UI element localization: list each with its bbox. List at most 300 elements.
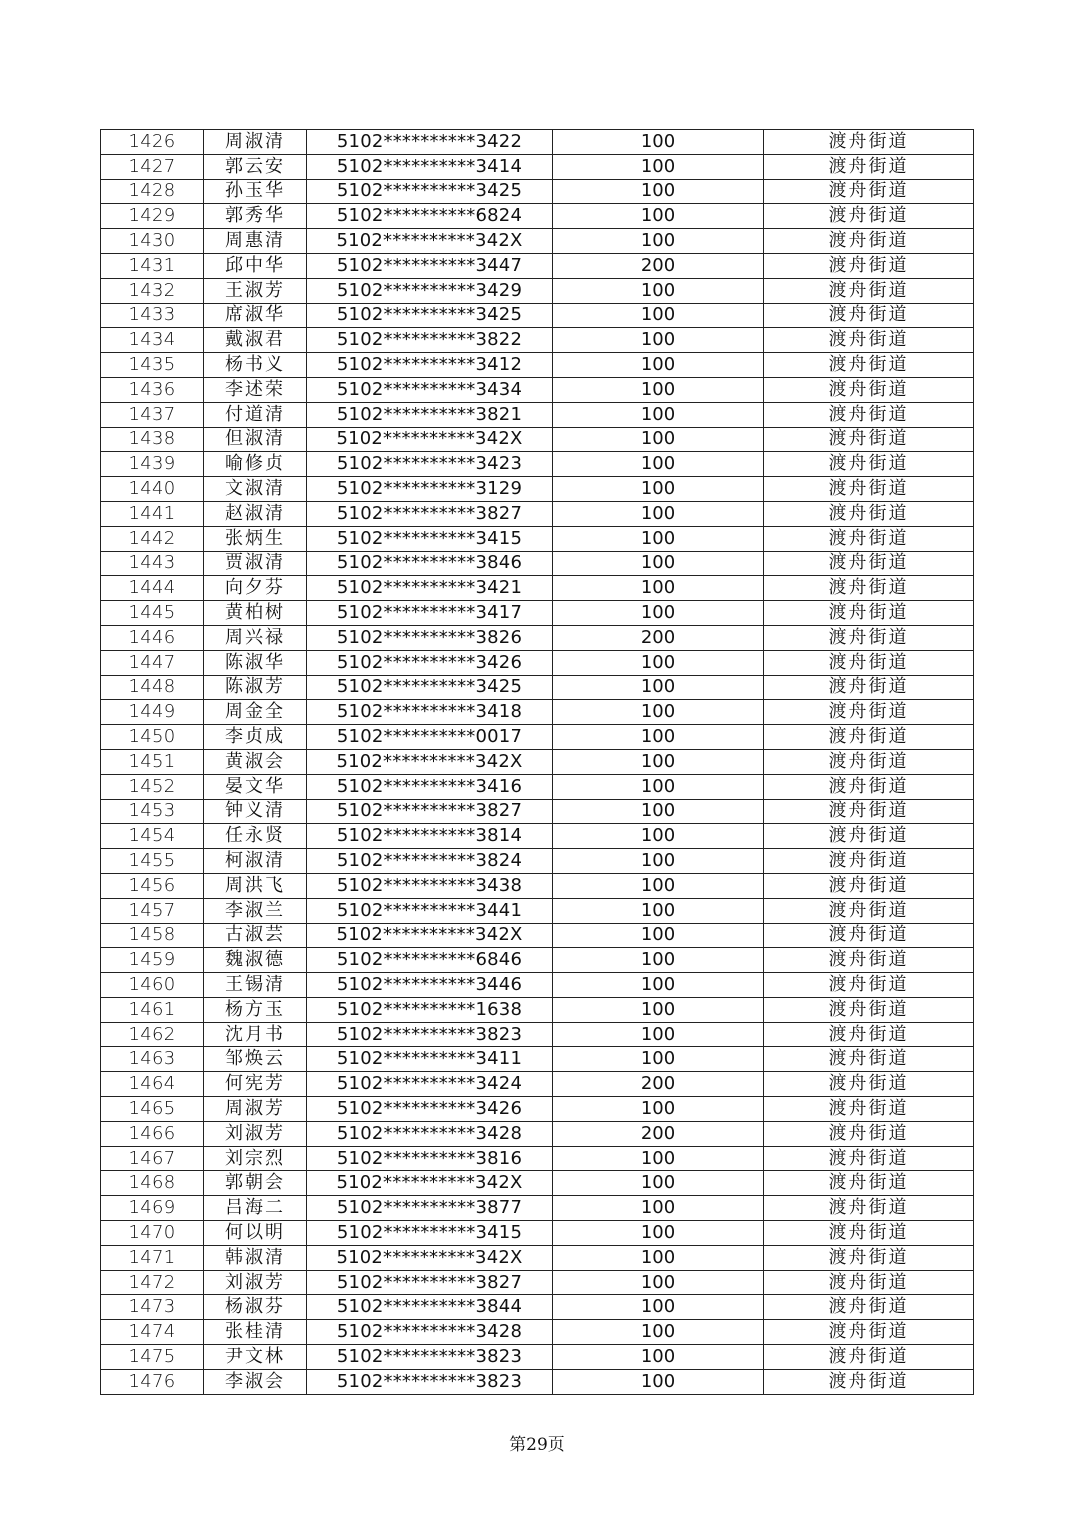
amount-cell: 100 [553,601,764,626]
id-number-cell: 5102**********3823 [307,1369,553,1394]
name-cell: 周惠清 [204,229,307,254]
street-cell: 渡舟街道 [764,328,974,353]
name-cell: 贾淑清 [204,551,307,576]
amount-cell: 100 [553,154,764,179]
name-cell: 李淑兰 [204,898,307,923]
id-number-cell: 5102**********3827 [307,799,553,824]
id-number-cell: 5102**********3417 [307,601,553,626]
amount-cell: 200 [553,253,764,278]
row-number-cell: 1448 [101,675,204,700]
table-row [101,973,974,998]
id-number-cell: 5102**********3822 [307,328,553,353]
amount-cell: 100 [553,204,764,229]
table-row [101,427,974,452]
street-cell: 渡舟街道 [764,873,974,898]
row-number-cell: 1460 [101,973,204,998]
name-cell: 韩淑清 [204,1245,307,1270]
amount-cell: 100 [553,700,764,725]
table-row [101,402,974,427]
name-cell: 何以明 [204,1221,307,1246]
amount-cell: 100 [553,1047,764,1072]
amount-cell: 100 [553,402,764,427]
table-row [101,601,974,626]
street-cell: 渡舟街道 [764,1097,974,1122]
row-number-cell: 1435 [101,353,204,378]
table-row [101,700,974,725]
amount-cell: 100 [553,1022,764,1047]
table-row [101,1320,974,1345]
id-number-cell: 5102**********3429 [307,278,553,303]
amount-cell: 100 [553,824,764,849]
street-cell: 渡舟街道 [764,303,974,328]
row-number-cell: 1468 [101,1171,204,1196]
id-number-cell: 5102**********3412 [307,353,553,378]
row-number-cell: 1467 [101,1146,204,1171]
row-number-cell: 1458 [101,923,204,948]
id-number-cell: 5102**********6824 [307,204,553,229]
street-cell: 渡舟街道 [764,948,974,973]
street-cell: 渡舟街道 [764,377,974,402]
street-cell: 渡舟街道 [764,204,974,229]
table-row [101,204,974,229]
amount-cell: 100 [553,849,764,874]
name-cell: 王锡清 [204,973,307,998]
amount-cell: 100 [553,477,764,502]
table-row [101,1270,974,1295]
row-number-cell: 1459 [101,948,204,973]
id-number-cell: 5102**********3823 [307,1022,553,1047]
id-number-cell: 5102**********3438 [307,873,553,898]
table-row [101,452,974,477]
amount-cell: 200 [553,1072,764,1097]
table-row [101,1121,974,1146]
name-cell: 郭云安 [204,154,307,179]
street-cell: 渡舟街道 [764,799,974,824]
row-number-cell: 1443 [101,551,204,576]
street-cell: 渡舟街道 [764,1022,974,1047]
name-cell: 古淑芸 [204,923,307,948]
name-cell: 陈淑芳 [204,675,307,700]
row-number-cell: 1446 [101,625,204,650]
row-number-cell: 1464 [101,1072,204,1097]
amount-cell: 100 [553,1196,764,1221]
street-cell: 渡舟街道 [764,923,974,948]
row-number-cell: 1454 [101,824,204,849]
table-row [101,1047,974,1072]
table-row [101,650,974,675]
name-cell: 刘淑芳 [204,1121,307,1146]
amount-cell: 200 [553,1121,764,1146]
name-cell: 喻修贞 [204,452,307,477]
id-number-cell: 5102**********342X [307,1171,553,1196]
row-number-cell: 1452 [101,774,204,799]
id-number-cell: 5102**********342X [307,427,553,452]
name-cell: 孙玉华 [204,179,307,204]
name-cell: 杨淑芬 [204,1295,307,1320]
name-cell: 赵淑清 [204,501,307,526]
name-cell: 尹文林 [204,1345,307,1370]
amount-cell: 100 [553,799,764,824]
id-number-cell: 5102**********0017 [307,725,553,750]
amount-cell: 100 [553,1097,764,1122]
id-number-cell: 5102**********3411 [307,1047,553,1072]
id-number-cell: 5102**********6846 [307,948,553,973]
id-number-cell: 5102**********3824 [307,849,553,874]
row-number-cell: 1470 [101,1221,204,1246]
street-cell: 渡舟街道 [764,625,974,650]
amount-cell: 100 [553,427,764,452]
name-cell: 何宪芳 [204,1072,307,1097]
street-cell: 渡舟街道 [764,501,974,526]
id-number-cell: 5102**********3415 [307,526,553,551]
name-cell: 魏淑德 [204,948,307,973]
amount-cell: 100 [553,179,764,204]
id-number-cell: 5102**********3447 [307,253,553,278]
id-number-cell: 5102**********3428 [307,1121,553,1146]
street-cell: 渡舟街道 [764,154,974,179]
row-number-cell: 1431 [101,253,204,278]
table-row [101,1345,974,1370]
street-cell: 渡舟街道 [764,1221,974,1246]
amount-cell: 100 [553,452,764,477]
id-number-cell: 5102**********3425 [307,303,553,328]
street-cell: 渡舟街道 [764,824,974,849]
street-cell: 渡舟街道 [764,1295,974,1320]
id-number-cell: 5102**********3424 [307,1072,553,1097]
name-cell: 杨方玉 [204,997,307,1022]
street-cell: 渡舟街道 [764,601,974,626]
street-cell: 渡舟街道 [764,700,974,725]
street-cell: 渡舟街道 [764,278,974,303]
street-cell: 渡舟街道 [764,1369,974,1394]
id-number-cell: 5102**********3425 [307,675,553,700]
street-cell: 渡舟街道 [764,973,974,998]
amount-cell: 100 [553,650,764,675]
table-row [101,774,974,799]
table-row [101,948,974,973]
amount-cell: 100 [553,1345,764,1370]
table-row [101,303,974,328]
table-row [101,1022,974,1047]
id-number-cell: 5102**********3426 [307,1097,553,1122]
street-cell: 渡舟街道 [764,130,974,155]
street-cell: 渡舟街道 [764,774,974,799]
id-number-cell: 5102**********3423 [307,452,553,477]
name-cell: 刘淑芳 [204,1270,307,1295]
row-number-cell: 1457 [101,898,204,923]
amount-cell: 100 [553,675,764,700]
table-row [101,898,974,923]
table-row [101,1097,974,1122]
roster-sheet [100,129,973,1395]
row-number-cell: 1426 [101,130,204,155]
table-row [101,725,974,750]
amount-cell: 100 [553,774,764,799]
row-number-cell: 1434 [101,328,204,353]
table-row [101,477,974,502]
amount-cell: 100 [553,130,764,155]
table-row [101,526,974,551]
row-number-cell: 1475 [101,1345,204,1370]
name-cell: 吕海二 [204,1196,307,1221]
table-row [101,1171,974,1196]
table-row [101,997,974,1022]
street-cell: 渡舟街道 [764,526,974,551]
street-cell: 渡舟街道 [764,427,974,452]
table-row [101,1245,974,1270]
street-cell: 渡舟街道 [764,253,974,278]
street-cell: 渡舟街道 [764,1121,974,1146]
row-number-cell: 1455 [101,849,204,874]
amount-cell: 100 [553,551,764,576]
amount-cell: 100 [553,576,764,601]
id-number-cell: 5102**********3844 [307,1295,553,1320]
name-cell: 黄柏树 [204,601,307,626]
row-number-cell: 1437 [101,402,204,427]
amount-cell: 100 [553,898,764,923]
id-number-cell: 5102**********3441 [307,898,553,923]
row-number-cell: 1429 [101,204,204,229]
row-number-cell: 1451 [101,749,204,774]
name-cell: 柯淑清 [204,849,307,874]
amount-cell: 100 [553,1221,764,1246]
street-cell: 渡舟街道 [764,452,974,477]
table-row [101,1146,974,1171]
table-row [101,1072,974,1097]
street-cell: 渡舟街道 [764,477,974,502]
table-row [101,130,974,155]
name-cell: 李淑会 [204,1369,307,1394]
table-row [101,576,974,601]
amount-cell: 100 [553,353,764,378]
name-cell: 周淑清 [204,130,307,155]
row-number-cell: 1453 [101,799,204,824]
id-number-cell: 5102**********3414 [307,154,553,179]
row-number-cell: 1449 [101,700,204,725]
id-number-cell: 5102**********3823 [307,1345,553,1370]
name-cell: 钟义清 [204,799,307,824]
amount-cell: 100 [553,725,764,750]
row-number-cell: 1445 [101,601,204,626]
table-row [101,353,974,378]
name-cell: 文淑清 [204,477,307,502]
amount-cell: 100 [553,997,764,1022]
id-number-cell: 5102**********3827 [307,1270,553,1295]
street-cell: 渡舟街道 [764,725,974,750]
page-number: 第29页 [509,1435,565,1455]
name-cell: 李贞成 [204,725,307,750]
name-cell: 周洪飞 [204,873,307,898]
street-cell: 渡舟街道 [764,1196,974,1221]
row-number-cell: 1427 [101,154,204,179]
name-cell: 张桂清 [204,1320,307,1345]
name-cell: 但淑清 [204,427,307,452]
name-cell: 戴淑君 [204,328,307,353]
name-cell: 周兴禄 [204,625,307,650]
amount-cell: 100 [553,526,764,551]
id-number-cell: 5102**********3814 [307,824,553,849]
street-cell: 渡舟街道 [764,1171,974,1196]
id-number-cell: 5102**********3827 [307,501,553,526]
table-row [101,923,974,948]
street-cell: 渡舟街道 [764,1345,974,1370]
row-number-cell: 1436 [101,377,204,402]
amount-cell: 100 [553,501,764,526]
street-cell: 渡舟街道 [764,229,974,254]
row-number-cell: 1462 [101,1022,204,1047]
row-number-cell: 1461 [101,997,204,1022]
name-cell: 付道清 [204,402,307,427]
id-number-cell: 5102**********3428 [307,1320,553,1345]
street-cell: 渡舟街道 [764,1047,974,1072]
id-number-cell: 5102**********3816 [307,1146,553,1171]
table-row [101,551,974,576]
row-number-cell: 1441 [101,501,204,526]
street-cell: 渡舟街道 [764,749,974,774]
street-cell: 渡舟街道 [764,353,974,378]
name-cell: 杨书义 [204,353,307,378]
id-number-cell: 5102**********3422 [307,130,553,155]
name-cell: 张炳生 [204,526,307,551]
row-number-cell: 1440 [101,477,204,502]
name-cell: 黄淑会 [204,749,307,774]
id-number-cell: 5102**********342X [307,749,553,774]
amount-cell: 100 [553,328,764,353]
street-cell: 渡舟街道 [764,675,974,700]
street-cell: 渡舟街道 [764,650,974,675]
id-number-cell: 5102**********3826 [307,625,553,650]
name-cell: 李述荣 [204,377,307,402]
row-number-cell: 1442 [101,526,204,551]
row-number-cell: 1473 [101,1295,204,1320]
name-cell: 任永贤 [204,824,307,849]
id-number-cell: 5102**********1638 [307,997,553,1022]
table-row [101,328,974,353]
table-row [101,625,974,650]
row-number-cell: 1439 [101,452,204,477]
row-number-cell: 1432 [101,278,204,303]
amount-cell: 100 [553,948,764,973]
name-cell: 陈淑华 [204,650,307,675]
street-cell: 渡舟街道 [764,997,974,1022]
row-number-cell: 1428 [101,179,204,204]
amount-cell: 100 [553,1146,764,1171]
row-number-cell: 1474 [101,1320,204,1345]
amount-cell: 100 [553,1171,764,1196]
id-number-cell: 5102**********3415 [307,1221,553,1246]
street-cell: 渡舟街道 [764,179,974,204]
street-cell: 渡舟街道 [764,1072,974,1097]
table-row [101,253,974,278]
table-row [101,675,974,700]
id-number-cell: 5102**********3421 [307,576,553,601]
name-cell: 晏文华 [204,774,307,799]
id-number-cell: 5102**********342X [307,1245,553,1270]
table-row [101,824,974,849]
row-number-cell: 1444 [101,576,204,601]
amount-cell: 100 [553,873,764,898]
amount-cell: 100 [553,1270,764,1295]
table-row [101,154,974,179]
name-cell: 刘宗烈 [204,1146,307,1171]
amount-cell: 100 [553,1295,764,1320]
amount-cell: 100 [553,1245,764,1270]
name-cell: 邱中华 [204,253,307,278]
name-cell: 郭朝会 [204,1171,307,1196]
name-cell: 邹焕云 [204,1047,307,1072]
id-number-cell: 5102**********342X [307,229,553,254]
street-cell: 渡舟街道 [764,1245,974,1270]
id-number-cell: 5102**********3425 [307,179,553,204]
table-row [101,873,974,898]
street-cell: 渡舟街道 [764,849,974,874]
street-cell: 渡舟街道 [764,576,974,601]
name-cell: 周金全 [204,700,307,725]
amount-cell: 100 [553,377,764,402]
name-cell: 向夕芬 [204,576,307,601]
table-row [101,1369,974,1394]
amount-cell: 100 [553,1320,764,1345]
table-row [101,179,974,204]
amount-cell: 200 [553,625,764,650]
id-number-cell: 5102**********3446 [307,973,553,998]
id-number-cell: 5102**********3877 [307,1196,553,1221]
id-number-cell: 5102**********3426 [307,650,553,675]
row-number-cell: 1450 [101,725,204,750]
amount-cell: 100 [553,1369,764,1394]
row-number-cell: 1456 [101,873,204,898]
amount-cell: 100 [553,303,764,328]
table-row [101,1295,974,1320]
id-number-cell: 5102**********3418 [307,700,553,725]
row-number-cell: 1476 [101,1369,204,1394]
name-cell: 沈月书 [204,1022,307,1047]
amount-cell: 100 [553,923,764,948]
amount-cell: 100 [553,229,764,254]
row-number-cell: 1466 [101,1121,204,1146]
table-row [101,229,974,254]
table-row [101,749,974,774]
table-row [101,501,974,526]
amount-cell: 100 [553,973,764,998]
table-row [101,377,974,402]
table-row [101,799,974,824]
row-number-cell: 1447 [101,650,204,675]
row-number-cell: 1469 [101,1196,204,1221]
row-number-cell: 1433 [101,303,204,328]
street-cell: 渡舟街道 [764,898,974,923]
row-number-cell: 1465 [101,1097,204,1122]
roster-table [100,129,974,1395]
row-number-cell: 1438 [101,427,204,452]
table-row [101,1221,974,1246]
name-cell: 王淑芳 [204,278,307,303]
roster-table-body [101,130,974,1395]
table-row [101,278,974,303]
table-row [101,849,974,874]
id-number-cell: 5102**********342X [307,923,553,948]
id-number-cell: 5102**********3821 [307,402,553,427]
street-cell: 渡舟街道 [764,1146,974,1171]
amount-cell: 100 [553,749,764,774]
row-number-cell: 1471 [101,1245,204,1270]
name-cell: 郭秀华 [204,204,307,229]
id-number-cell: 5102**********3846 [307,551,553,576]
name-cell: 席淑华 [204,303,307,328]
table-row [101,1196,974,1221]
row-number-cell: 1472 [101,1270,204,1295]
street-cell: 渡舟街道 [764,402,974,427]
